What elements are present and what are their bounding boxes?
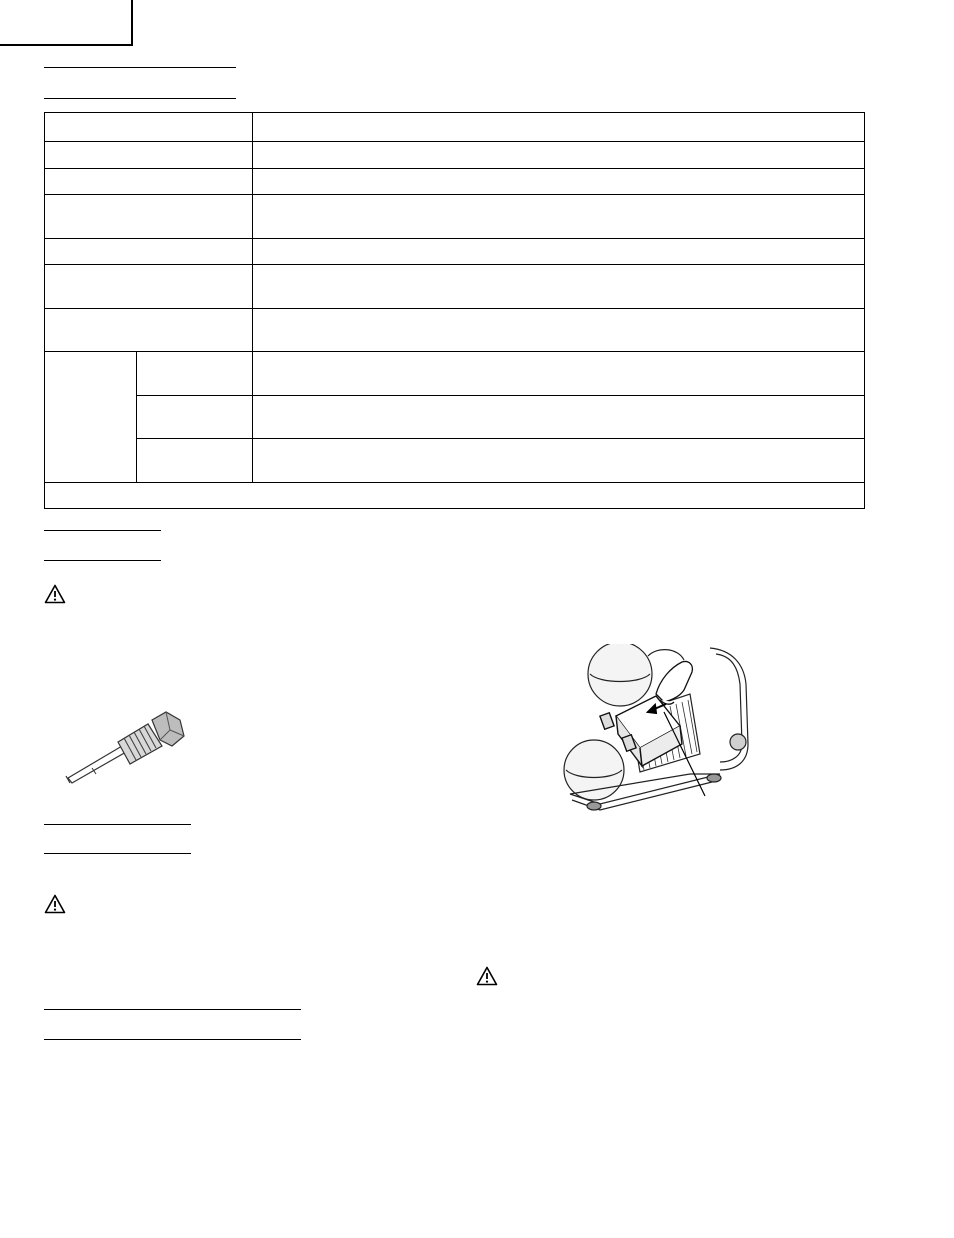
spec-label [45, 309, 253, 352]
spec-label [45, 239, 253, 265]
spec-value [253, 352, 865, 396]
warning-triangle-icon [44, 584, 66, 604]
table-row [45, 113, 865, 142]
warning-triangle-icon [476, 966, 498, 986]
section-rule-top [44, 530, 161, 531]
table-row [45, 195, 865, 239]
spec-value [253, 439, 865, 483]
spec-sub-label [137, 352, 253, 396]
table-row [45, 396, 865, 439]
table-row [45, 439, 865, 483]
specifications-table [44, 112, 865, 509]
spec-footer-note [45, 483, 865, 509]
section-rule-bottom [44, 560, 161, 561]
section-rule-bottom [44, 853, 191, 854]
spec-value [253, 169, 865, 195]
heading-rule-bottom [44, 98, 236, 99]
drain-valve-part-illustration [62, 708, 188, 784]
spec-value [253, 142, 865, 169]
spec-sub-label [137, 396, 253, 439]
section-rule-top [44, 1009, 301, 1010]
spec-value [253, 396, 865, 439]
section-rule-bottom [44, 1039, 301, 1040]
table-row [45, 352, 865, 396]
spec-value [253, 265, 865, 309]
air-filter-removal-illustration [560, 644, 760, 824]
page-tab [0, 0, 133, 46]
spec-label [45, 265, 253, 309]
spec-label [45, 195, 253, 239]
heading-rule-top [44, 67, 236, 68]
table-row [45, 265, 865, 309]
table-row [45, 142, 865, 169]
spec-label [45, 113, 253, 142]
spec-value [253, 309, 865, 352]
warning-triangle-icon [44, 894, 66, 914]
spec-label [45, 169, 253, 195]
spec-label [45, 142, 253, 169]
section-rule-top [44, 824, 191, 825]
spec-group-label [45, 352, 137, 483]
spec-value [253, 239, 865, 265]
table-row [45, 239, 865, 265]
table-row [45, 169, 865, 195]
spec-value [253, 195, 865, 239]
spec-value [253, 113, 865, 142]
table-row [45, 483, 865, 509]
spec-sub-label [137, 439, 253, 483]
table-row [45, 309, 865, 352]
